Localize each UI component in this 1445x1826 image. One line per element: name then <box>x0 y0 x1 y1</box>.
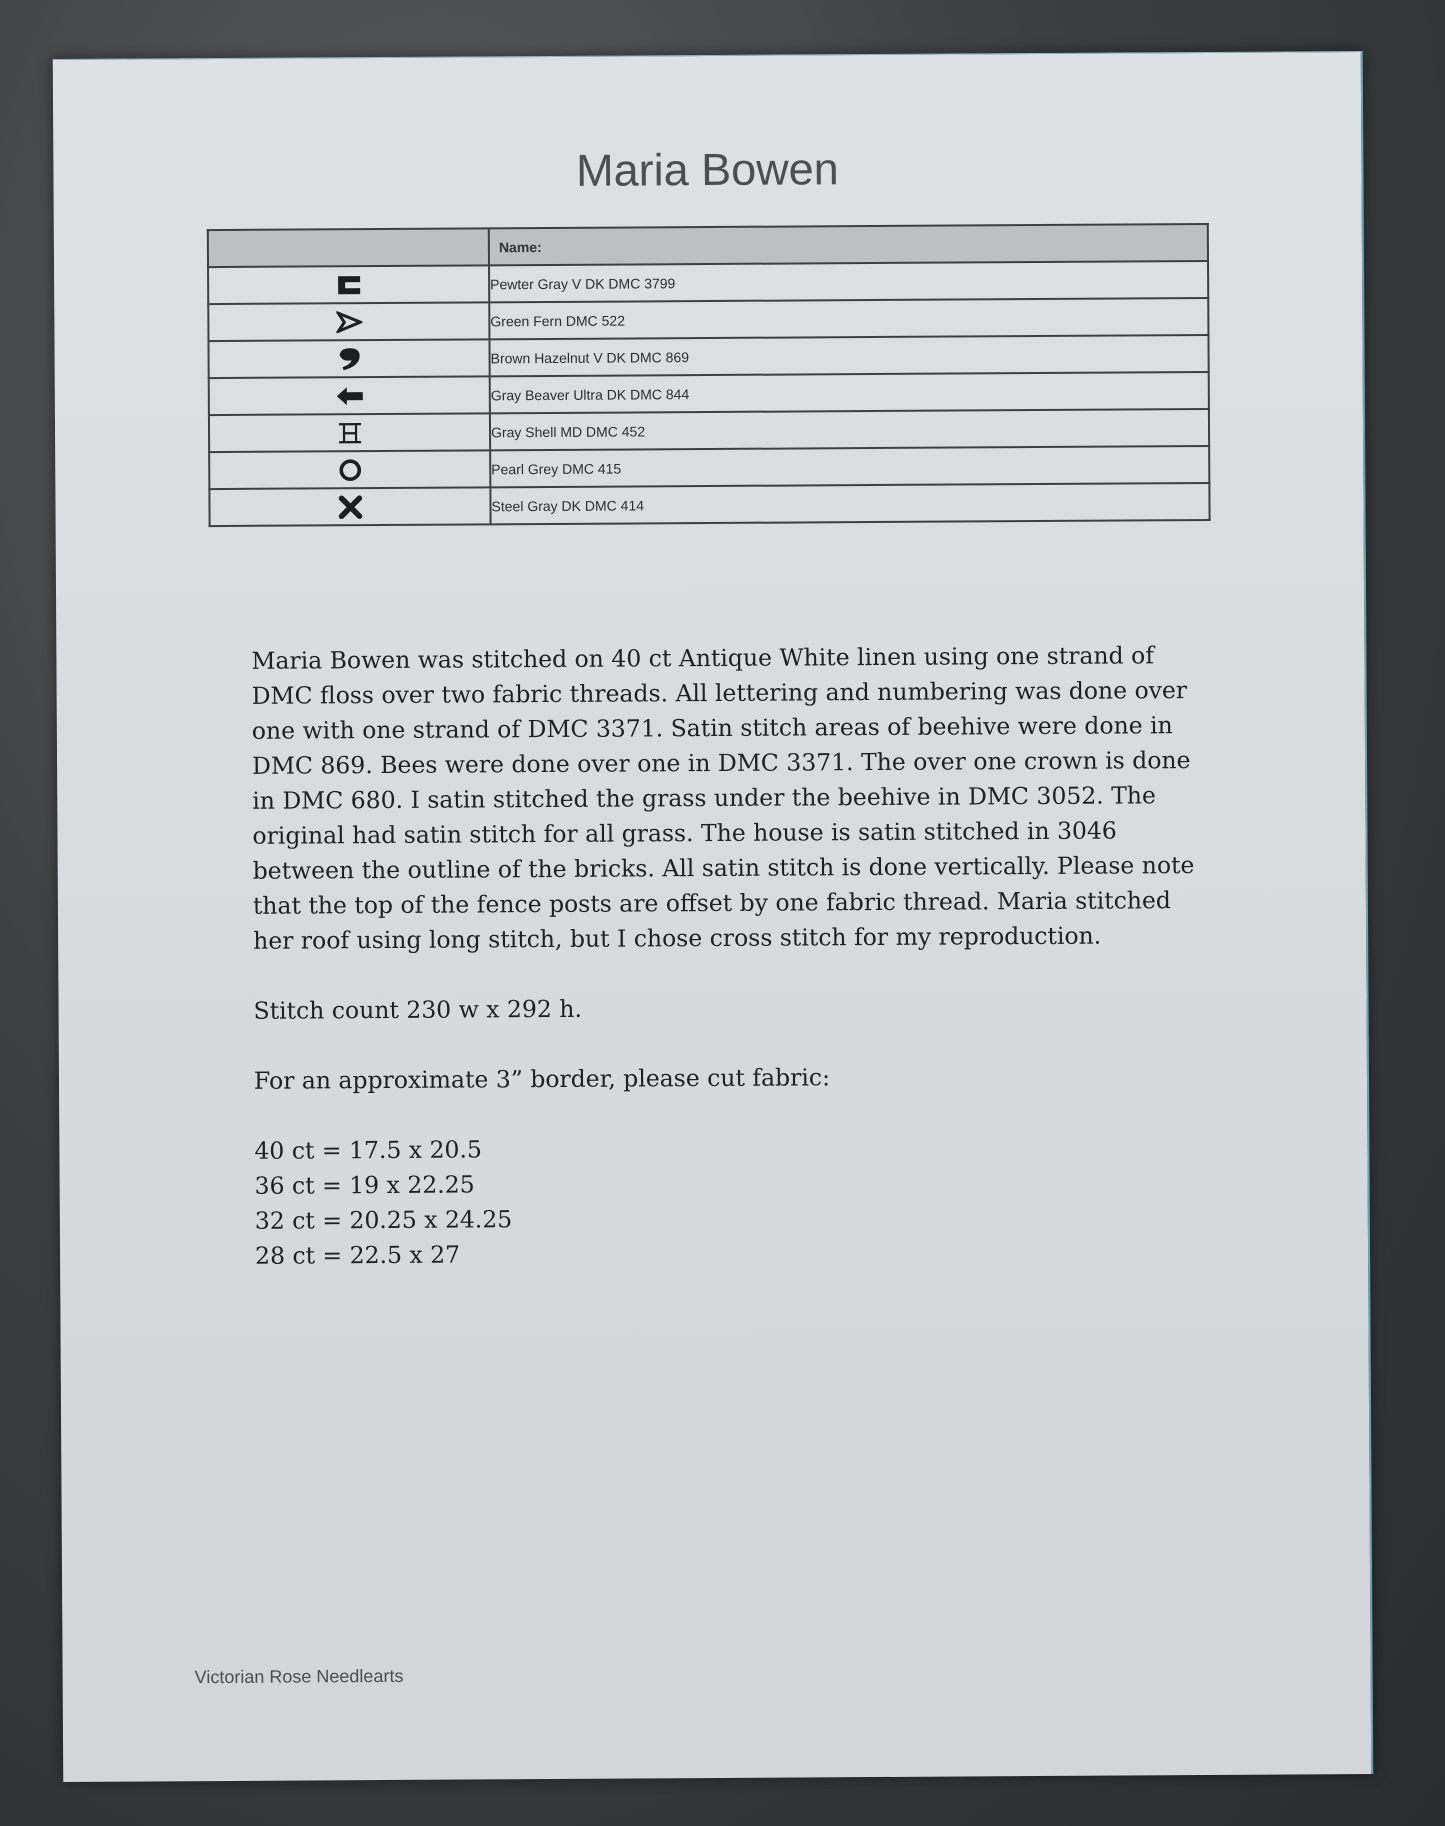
fabric-cut-item: 32 ct = 20.25 x 24.25 <box>254 1205 513 1235</box>
border-note: For an approximate 3” border, please cut fabric: <box>253 1063 831 1095</box>
comma-symbol-icon <box>336 347 362 371</box>
footer-brand: Victorian Rose Needlearts <box>194 1665 404 1688</box>
fabric-cut-item: 40 ct = 17.5 x 20.5 <box>254 1135 482 1165</box>
bracket-symbol-icon <box>336 274 362 296</box>
legend-symbol-cell <box>209 450 490 489</box>
legend-row <box>208 298 1208 341</box>
legend-name-cell: Pewter Gray V DK DMC 3799 <box>489 261 1208 302</box>
legend-name-cell: Green Fern DMC 522 <box>489 298 1208 339</box>
fabric-cut-item: 28 ct = 22.5 x 27 <box>254 1240 461 1270</box>
legend-name-cell: Gray Shell MD DMC 452 <box>490 409 1209 450</box>
legend-name-cell: Steel Gray DK DMC 414 <box>490 483 1209 524</box>
legend-symbol-cell <box>208 302 489 341</box>
ladder-symbol-icon <box>336 422 362 444</box>
floss-legend-table <box>207 223 1211 527</box>
legend-row <box>209 372 1209 415</box>
fabric-cut-list <box>254 1128 1215 1274</box>
legend-row <box>209 409 1209 452</box>
stitching-notes-paragraph: Maria Bowen was stitched on 40 ct Antique White linen using one strand of DMC floss over two fabric threads. All lettering and numbering was done over one with one strand of DMC 3371. Satin stitch areas of beehive were done in DMC 869. Bees were done over one in DMC 3371. The over one crown is done in DMC 680. I satin stitched the grass under the beehive in DMC 3052. The original had satin stitch for all grass. The house is satin stitched in 3046 between the outline of the bricks. All satin stitch is done vertically. Please note that the top of the fence posts are offset by one fabric thread. Maria stitched her roof using long stitch, but I chose cross stitch for my reproduction. <box>251 641 1195 955</box>
x-symbol-icon <box>337 495 363 519</box>
stitch-count: Stitch count 230 w x 292 h. <box>253 994 582 1025</box>
legend-header-row <box>208 224 1208 267</box>
legend-symbol-cell <box>208 339 489 378</box>
legend-row <box>208 335 1208 378</box>
fabric-cut-item: 36 ct = 19 x 22.25 <box>254 1170 475 1200</box>
page-title: Maria Bowen <box>575 143 839 196</box>
arrowhead-symbol-icon <box>336 311 362 333</box>
legend-symbol-cell <box>209 376 490 415</box>
legend-name-cell: Brown Hazelnut V DK DMC 869 <box>489 335 1208 376</box>
left-arrow-symbol-icon <box>335 386 363 406</box>
legend-symbol-cell <box>209 413 490 452</box>
legend-row <box>209 483 1209 526</box>
name-column-header: Name: <box>489 224 1208 265</box>
legend-name-cell: Pearl Grey DMC 415 <box>490 446 1209 487</box>
symbol-column-header <box>208 228 489 267</box>
legend-name-cell: Gray Beaver Ultra DK DMC 844 <box>490 372 1209 413</box>
document-page <box>53 51 1374 1782</box>
instructions-text <box>251 638 1215 1274</box>
legend-symbol-cell <box>209 487 490 526</box>
legend-row <box>208 261 1208 304</box>
circle-symbol-icon <box>337 458 363 482</box>
legend-symbol-cell <box>208 265 489 304</box>
legend-row <box>209 446 1209 489</box>
